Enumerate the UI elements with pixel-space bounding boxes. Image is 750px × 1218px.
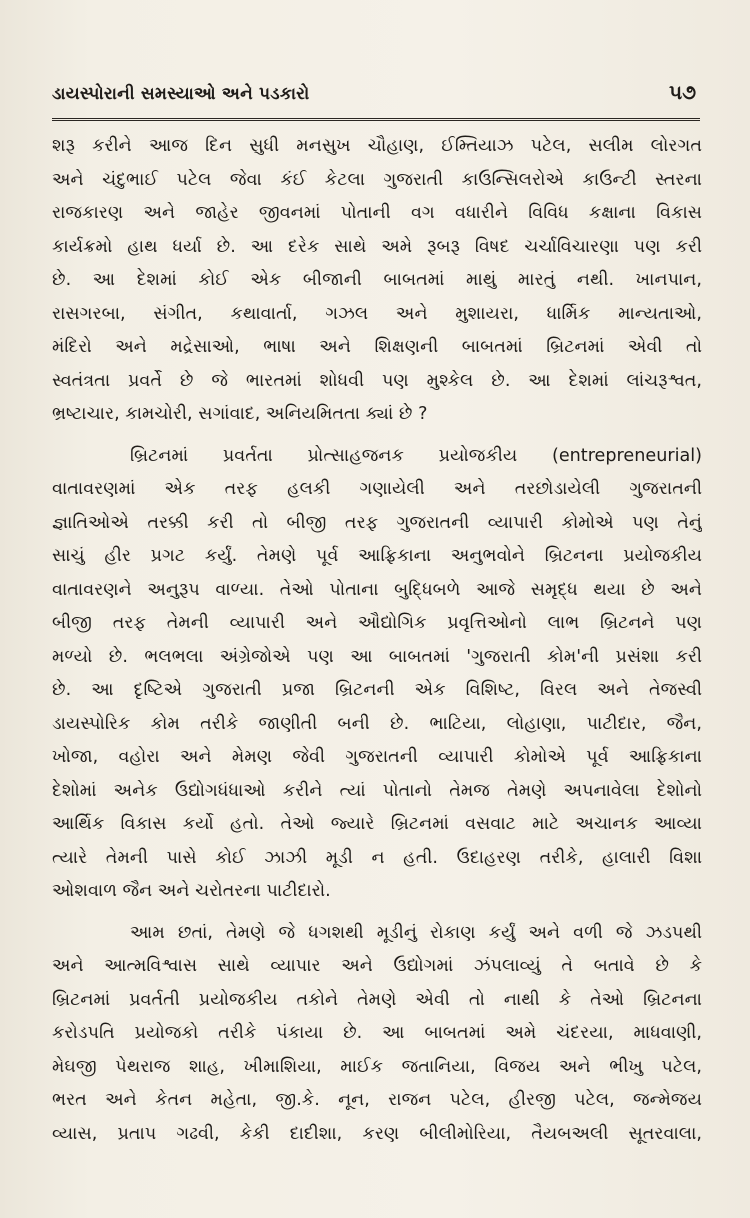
text-line: કાર્યક્રમો હાથ ધર્યા છે. આ દરેક સાથે અમે રૂબરૂ વિષદ ચર્ચાવિચારણા પણ કરી bbox=[52, 236, 702, 257]
text-line: ઓશવાળ જૈન અને ચરોતરના પાટીદારો. bbox=[52, 881, 331, 901]
text-line: અને આત્મવિશ્વાસ સાથે વ્યાપાર અને ઉદ્યોગમાં ઝંપલાવ્યું તે બતાવે છે કે bbox=[52, 956, 702, 976]
text-line: સાચું હીર પ્રગટ કર્યું. તેમણે પૂર્વ આફ્રિકાના અનુભવોને બ્રિટનના પ્રયોજકીય bbox=[52, 546, 702, 566]
paragraph-2 bbox=[52, 440, 702, 909]
text-line: બીજી તરફ તેમની વ્યાપારી અને ઔદ્યોગિક પ્રવૃત્તિઓનો લાભ બ્રિટનને પણ bbox=[52, 613, 702, 633]
text-line: છે. આ દેશમાં કોઈ એક બીજાની બાબતમાં માથું મારતું નથી. ખાનપાન, bbox=[52, 270, 702, 290]
text-line: સ્વતંત્રતા પ્રવર્તે છે જે ભારતમાં શોધવી પણ મુશ્કેલ છે. આ દેશમાં લાંચરૂશ્વત, bbox=[52, 370, 702, 391]
text-line: મંદિરો અને મદ્રેસાઓ, ભાષા અને શિક્ષણની બાબતમાં બ્રિટનમાં એવી તો bbox=[52, 337, 702, 357]
text-line: ભરત અને કેતન મહેતા, જી.કે. નૂન, રાજન પટેલ, હીરજી પટેલ, જન્મેજય bbox=[52, 1090, 702, 1110]
text-line: બ્રિટનમાં પ્રવર્તતી પ્રયોજકીય તકોને તેમણે એવી તો નાથી કે તેઓ બ્રિટનના bbox=[52, 989, 702, 1010]
text-line: જ્ઞાતિઓએ તરક્કી કરી તો બીજી તરફ ગુજરાતની વ્યાપારી કોમોએ પણ તેનું bbox=[52, 512, 702, 533]
body-text bbox=[52, 130, 702, 1151]
running-head: ડાયસ્પોરાની સમસ્યાઓ અને પડકારો bbox=[52, 84, 310, 104]
header-rule bbox=[52, 118, 700, 121]
text-line: મળ્યો છે. ભલભલા અંગ્રેજોએ પણ આ બાબતમાં 'ગુજરાતી કોમ'ની પ્રસંશા કરી bbox=[52, 646, 702, 667]
text-line: રાજકારણ અને જાહેર જીવનમાં પોતાની વગ વધારીને વિવિધ કક્ષાના વિકાસ bbox=[52, 203, 702, 223]
text-line: આમ છતાં, તેમણે જે ધગશથી મૂડીનું રોકાણ કર્યું અને વળી જે ઝડપથી bbox=[130, 922, 702, 943]
text-line: ભ્રષ્ટાચાર, કામચોરી, સગાંવાદ, અનિયમિતતા ક્યાં છે ? bbox=[52, 404, 428, 424]
text-line: વાતાવરણને અનુરૂપ વાળ્યા. તેઓ પોતાના બુદ્ધિબળે આજે સમૃદ્ધ થયા છે અને bbox=[52, 579, 702, 600]
text-line: બ્રિટનમાં પ્રવર્તતા પ્રોત્સાહજનક પ્રયોજકીય (entrepreneurial) bbox=[130, 445, 702, 466]
text-line: ડાયસ્પોરિક કોમ તરીકે જાણીતી બની છે. ભાટિયા, લોહાણા, પાટીદાર, જૈન, bbox=[52, 713, 702, 734]
text-line: મેઘજી પેથરાજ શાહ, ખીમાશિયા, માઈક જતાનિયા, વિજય અને ભીખુ પટેલ, bbox=[52, 1056, 702, 1077]
paragraph-1 bbox=[52, 130, 702, 432]
page-number: ૫૭ bbox=[668, 80, 696, 104]
text-line: દેશોમાં અનેક ઉદ્યોગધંધાઓ કરીને ત્યાં પોતાનો તેમજ તેમણે અપનાવેલા દેશોનો bbox=[52, 780, 702, 801]
text-line: આર્થિક વિકાસ કર્યો હતો. તેઓ જ્યારે બ્રિટનમાં વસવાટ માટે અચાનક આવ્યા bbox=[52, 814, 702, 834]
text-line: શરૂ કરીને આજ દિન સુધી મનસુખ ચૌહાણ, ઈમ્તિયાઝ પટેલ, સલીમ લોરગત bbox=[52, 136, 702, 156]
text-line: ત્યારે તેમની પાસે કોઈ ઝાઝી મૂડી ન હતી. ઉદાહરણ તરીકે, હાલારી વિશા bbox=[52, 847, 702, 868]
page-header bbox=[52, 78, 702, 122]
text-line: છે. આ દૃષ્ટિએ ગુજરાતી પ્રજા બ્રિટનની એક વિશિષ્ટ, વિરલ અને તેજસ્વી bbox=[52, 680, 702, 700]
text-line: અને ચંદુભાઈ પટેલ જેવા કંઈ કેટલા ગુજરાતી કાઉન્સિલરોએ કાઉન્ટી સ્તરના bbox=[52, 169, 702, 190]
paragraph-3 bbox=[52, 917, 702, 1152]
text-line: ખોજા, વહોરા અને મેમણ જેવી ગુજરાતની વ્યાપારી કોમોએ પૂર્વ આફ્રિકાના bbox=[52, 747, 702, 767]
text-line: વાતાવરણમાં એક તરફ હલકી ગણાયેલી અને તરછોડાયેલી ગુજરાતની bbox=[52, 479, 702, 499]
text-line: રાસગરબા, સંગીત, કથાવાર્તા, ગઝલ અને મુશાયરા, ધાર્મિક માન્યતાઓ, bbox=[52, 303, 702, 324]
text-line: વ્યાસ, પ્રતાપ ગઢવી, કેકી દાદીશા, કરણ બીલીમોરિયા, તૈયબઅલી સૂતરવાલા, bbox=[52, 1123, 702, 1144]
text-line: કરોડપતિ પ્રયોજકો તરીકે પંકાયા છે. આ બાબતમાં અમે ચંદરયા, માધવાણી, bbox=[52, 1023, 702, 1043]
